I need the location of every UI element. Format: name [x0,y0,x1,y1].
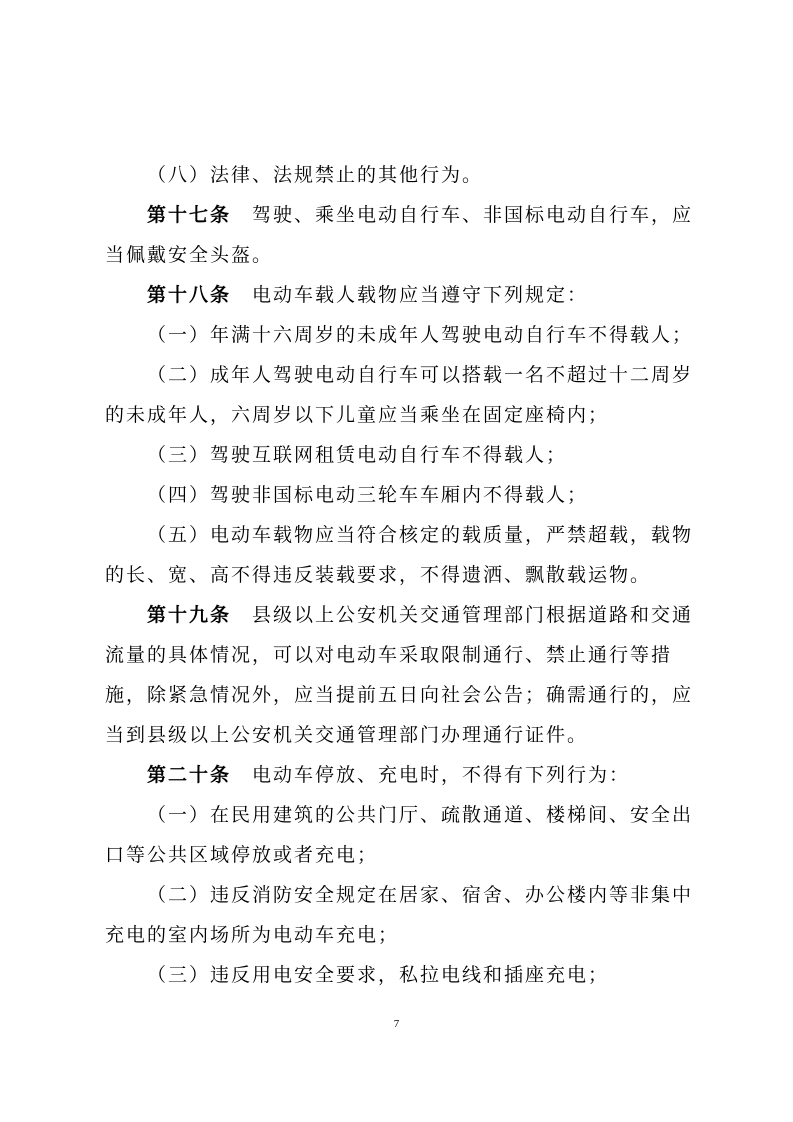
article-19 [105,595,695,755]
paragraph-text: 电动车停放、充电时，不得有下列行为： [252,764,631,786]
paragraph-5 [105,355,695,435]
paragraph-text: （五）电动车载物应当符合核定的载质量，严禁超载，载物的长、宽、高不得违反装载要求，不得遗洒、飘散载运物。 [105,524,694,586]
paragraph-13 [105,955,695,995]
article-17 [105,195,695,275]
page-number: 7 [393,1018,400,1030]
article-heading: 第十九条 [147,604,232,626]
paragraph-text: （八）法律、法规禁止的其他行为。 [147,164,484,186]
article-heading: 第十七条 [147,204,232,226]
paragraph-12 [105,875,695,955]
paragraph-1 [105,155,695,195]
paragraph-7 [105,475,695,515]
article-18 [105,275,695,315]
paragraph-text: （一）在民用建筑的公共门厅、疏散通道、楼梯间、安全出口等公共区域停放或者充电； [105,804,694,866]
paragraph-text: （三）驾驶互联网租赁电动自行车不得载人； [147,444,568,466]
paragraph-text: （二）成年人驾驶电动自行车可以搭载一名不超过十二周岁的未成年人，六周岁以下儿童应当乘坐在固定座椅内； [105,364,694,426]
paragraph-text: 电动车载人载物应当遵守下列规定： [252,284,589,306]
paragraph-text: 县级以上公安机关交通管理部门根据道路和交通流量的具体情况，可以对电动车采取限制通行、禁止通行等措施，除紧急情况外，应当提前五日向社会公告；确需通行的，应当到县级以上公安机关交通管理部门办理通行证件。 [105,604,694,746]
paragraph-4 [105,315,695,355]
paragraph-text: （二）违反消防安全规定在居家、宿舍、办公楼内等非集中充电的室内场所为电动车充电； [105,884,694,946]
paragraph-text: 驾驶、乘坐电动自行车、非国标电动自行车，应当佩戴安全头盔。 [105,204,694,266]
document-body [105,155,695,995]
paragraph-11 [105,795,695,875]
paragraph-8 [105,515,695,595]
article-heading: 第二十条 [147,764,232,786]
paragraph-text: （一）年满十六周岁的未成年人驾驶电动自行车不得载人； [147,324,694,346]
article-20 [105,755,695,795]
paragraph-text: （四）驾驶非国标电动三轮车车厢内不得载人； [147,484,589,506]
paragraph-6 [105,435,695,475]
paragraph-text: （三）违反用电安全要求，私拉电线和插座充电； [147,964,610,986]
article-heading: 第十八条 [147,284,232,306]
